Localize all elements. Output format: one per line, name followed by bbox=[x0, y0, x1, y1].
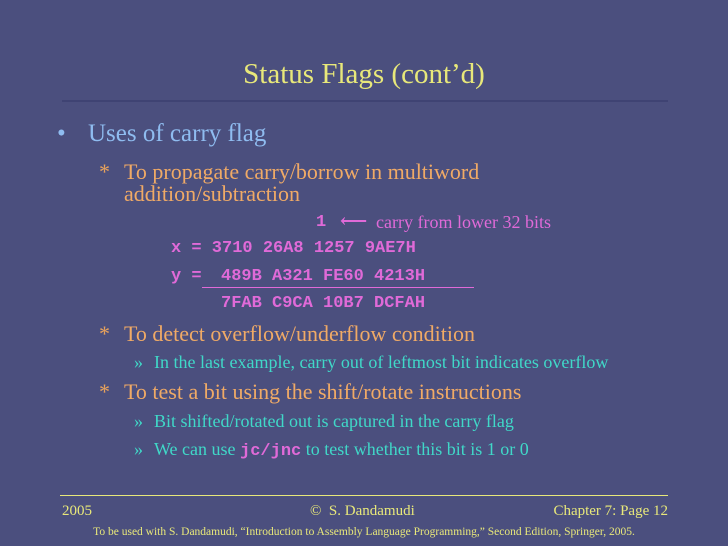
left-arrow-icon: ⟵ bbox=[340, 211, 368, 232]
detail-marker: » bbox=[134, 411, 143, 431]
detail-text-after: to test whether this bit is 1 or 0 bbox=[301, 439, 529, 459]
sub-item-text-line1: To propagate carry/borrow in multiword bbox=[124, 159, 480, 184]
footer-page: Chapter 7: Page 12 bbox=[553, 503, 668, 519]
detail-text: Bit shifted/rotated out is captured in the carry flag bbox=[154, 411, 514, 431]
carry-note: carry from lower 32 bits bbox=[376, 212, 551, 232]
detail-marker: » bbox=[134, 439, 143, 459]
detail-text: In the last example, carry out of leftmost bit indicates overflow bbox=[154, 352, 609, 372]
footer-credit: To be used with S. Dandamudi, “Introduction to Assembly Language Programming,” Second Edition, Springer, 2005. bbox=[93, 526, 635, 538]
bullet-text: Uses of carry flag bbox=[88, 120, 267, 147]
sub-item-marker: * bbox=[99, 321, 110, 346]
sub-item-text: To detect overflow/underflow condition bbox=[124, 321, 475, 346]
x-operand-line: x = 3710 26A8 1257 9AE7H bbox=[171, 239, 416, 258]
title-divider bbox=[62, 100, 668, 102]
carry-digit: 1 bbox=[316, 213, 327, 232]
detail-marker: » bbox=[134, 352, 143, 372]
instruction-code: jc/jnc bbox=[240, 442, 302, 461]
sum-result: 7FAB C9CA 10B7 DCFAH bbox=[221, 294, 426, 313]
footer-year: 2005 bbox=[62, 503, 92, 519]
sub-item-text: To test a bit using the shift/rotate instructions bbox=[124, 379, 522, 404]
detail-text bbox=[154, 439, 529, 462]
footer-divider bbox=[60, 495, 668, 496]
copyright-icon: © bbox=[310, 503, 322, 519]
footer-author bbox=[310, 503, 415, 519]
footer-author-name: S. Dandamudi bbox=[328, 503, 415, 519]
bullet-marker: • bbox=[57, 120, 66, 147]
detail-text-before: We can use bbox=[154, 439, 241, 459]
sub-item-marker: * bbox=[99, 159, 110, 184]
sub-item-marker: * bbox=[99, 379, 110, 404]
sum-underline bbox=[202, 287, 474, 288]
sub-item-text-line2: addition/subtraction bbox=[124, 181, 300, 206]
slide-title: Status Flags (cont’d) bbox=[243, 58, 485, 90]
y-operand-prefix: y = bbox=[171, 267, 212, 286]
y-operand-value: 489B A321 FE60 4213H bbox=[221, 267, 426, 286]
